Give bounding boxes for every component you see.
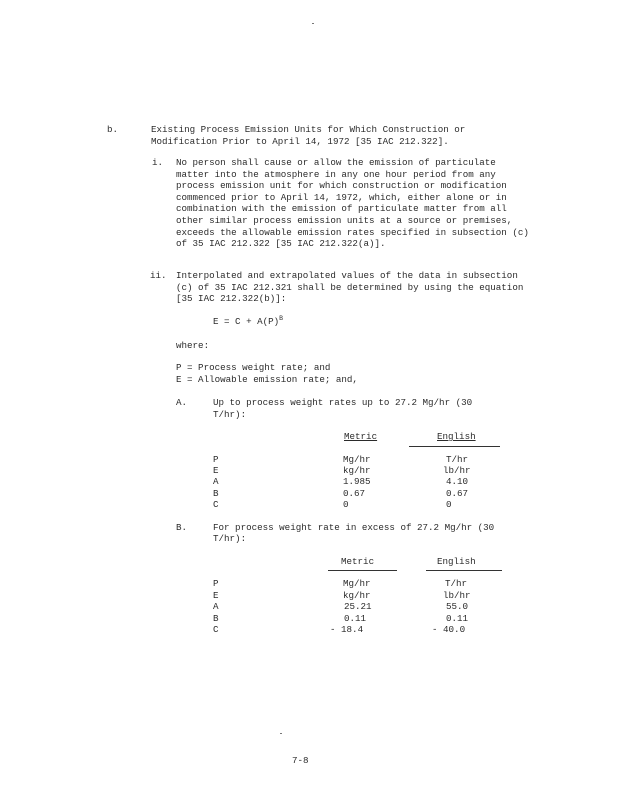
table-b-row-english: T/hr [445,578,468,589]
table-b-col-metric: Metric [341,556,375,567]
section-heading-line1: Existing Process Emission Units for Which Construction or [151,124,466,135]
table-b-row-english: 55.0 [446,601,469,612]
definition-e: E = Allowable emission rate; and, [176,374,358,385]
table-b-row-metric: - 18.4 [330,624,364,635]
table-b-row-english: lb/hr [443,590,471,601]
table-a-row-english: lb/hr [443,465,471,476]
sub-b-text-line2: T/hr): [213,533,247,544]
equation [213,316,283,328]
table-a-row-sym: B [213,488,219,499]
sub-a-text-line2: T/hr): [213,409,247,420]
scan-speck [280,733,282,734]
section-heading-line2: Modification Prior to April 14, 1972 [35 IAC 212.322]. [151,136,449,147]
sub-b-marker: B. [176,522,188,533]
equation-exponent: B [279,314,284,322]
table-b-row-sym: A [213,601,219,612]
item-ii-marker: ii. [150,270,167,281]
item-ii-paragraph: Interpolated and extrapolated values of the data in subsection (c) of 35 IAC 212.321 shall be determined by using the equation [35 IAC 212.322(b)]: [176,270,524,305]
table-a-row-english: 0.67 [446,488,469,499]
table-b-row-sym: P [213,578,219,589]
table-a-row-sym: P [213,454,219,465]
table-b-row-english: - 40.0 [432,624,466,635]
where-label: where: [176,340,210,351]
table-b-row-sym: C [213,624,219,635]
table-b-row-metric: 0.11 [344,613,367,624]
table-a-row-english: 4.10 [446,476,469,487]
table-b-row-sym: E [213,590,219,601]
table-a-header-rule [409,446,500,447]
scan-speck [312,23,314,24]
item-i-paragraph: No person shall cause or allow the emission of particulate matter into the atmosphere in any one hour period from any process emission unit for which construction or modification commenced prior to April 14, 1972, which, either alone or in combination with the emission of particulate matter from all other similar process emission units at a source or premises, exceeds the allowable emission rates specified in subsection (c) of 35 IAC 212.322 [35 IAC 212.322(a)]. [176,157,529,250]
table-b-row-sym: B [213,613,219,624]
section-marker: b. [107,124,119,135]
table-b-row-english: 0.11 [446,613,469,624]
table-a-row-sym: C [213,499,219,510]
table-a-row-english: 0 [446,499,452,510]
table-a-row-metric: 0.67 [343,488,366,499]
table-b-row-metric: Mg/hr [343,578,371,589]
page-number: 7-8 [292,755,309,766]
table-b-row-metric: kg/hr [343,590,371,601]
table-a-row-metric: 1.985 [343,476,371,487]
table-a-col-metric: Metric [344,431,378,442]
sub-a-text-line1: Up to process weight rates up to 27.2 Mg/hr (30 [213,397,473,408]
sub-b-text-line1: For process weight rate in excess of 27.2 Mg/hr (30 [213,522,495,533]
table-a-row-sym: E [213,465,219,476]
table-a-row-metric: 0 [343,499,349,510]
item-i-marker: i. [152,157,164,168]
table-b-english-rule [426,570,502,571]
definition-p: P = Process weight rate; and [176,362,331,373]
table-a-row-sym: A [213,476,219,487]
table-a-row-english: T/hr [446,454,469,465]
table-b-metric-rule [328,570,397,571]
table-a-row-metric: kg/hr [343,465,371,476]
table-b-col-english: English [437,556,476,567]
table-a-col-english: English [437,431,476,442]
table-b-row-metric: 25.21 [344,601,372,612]
equation-body: E = C + A(P) [213,316,280,327]
sub-a-marker: A. [176,397,188,408]
table-a-row-metric: Mg/hr [343,454,371,465]
